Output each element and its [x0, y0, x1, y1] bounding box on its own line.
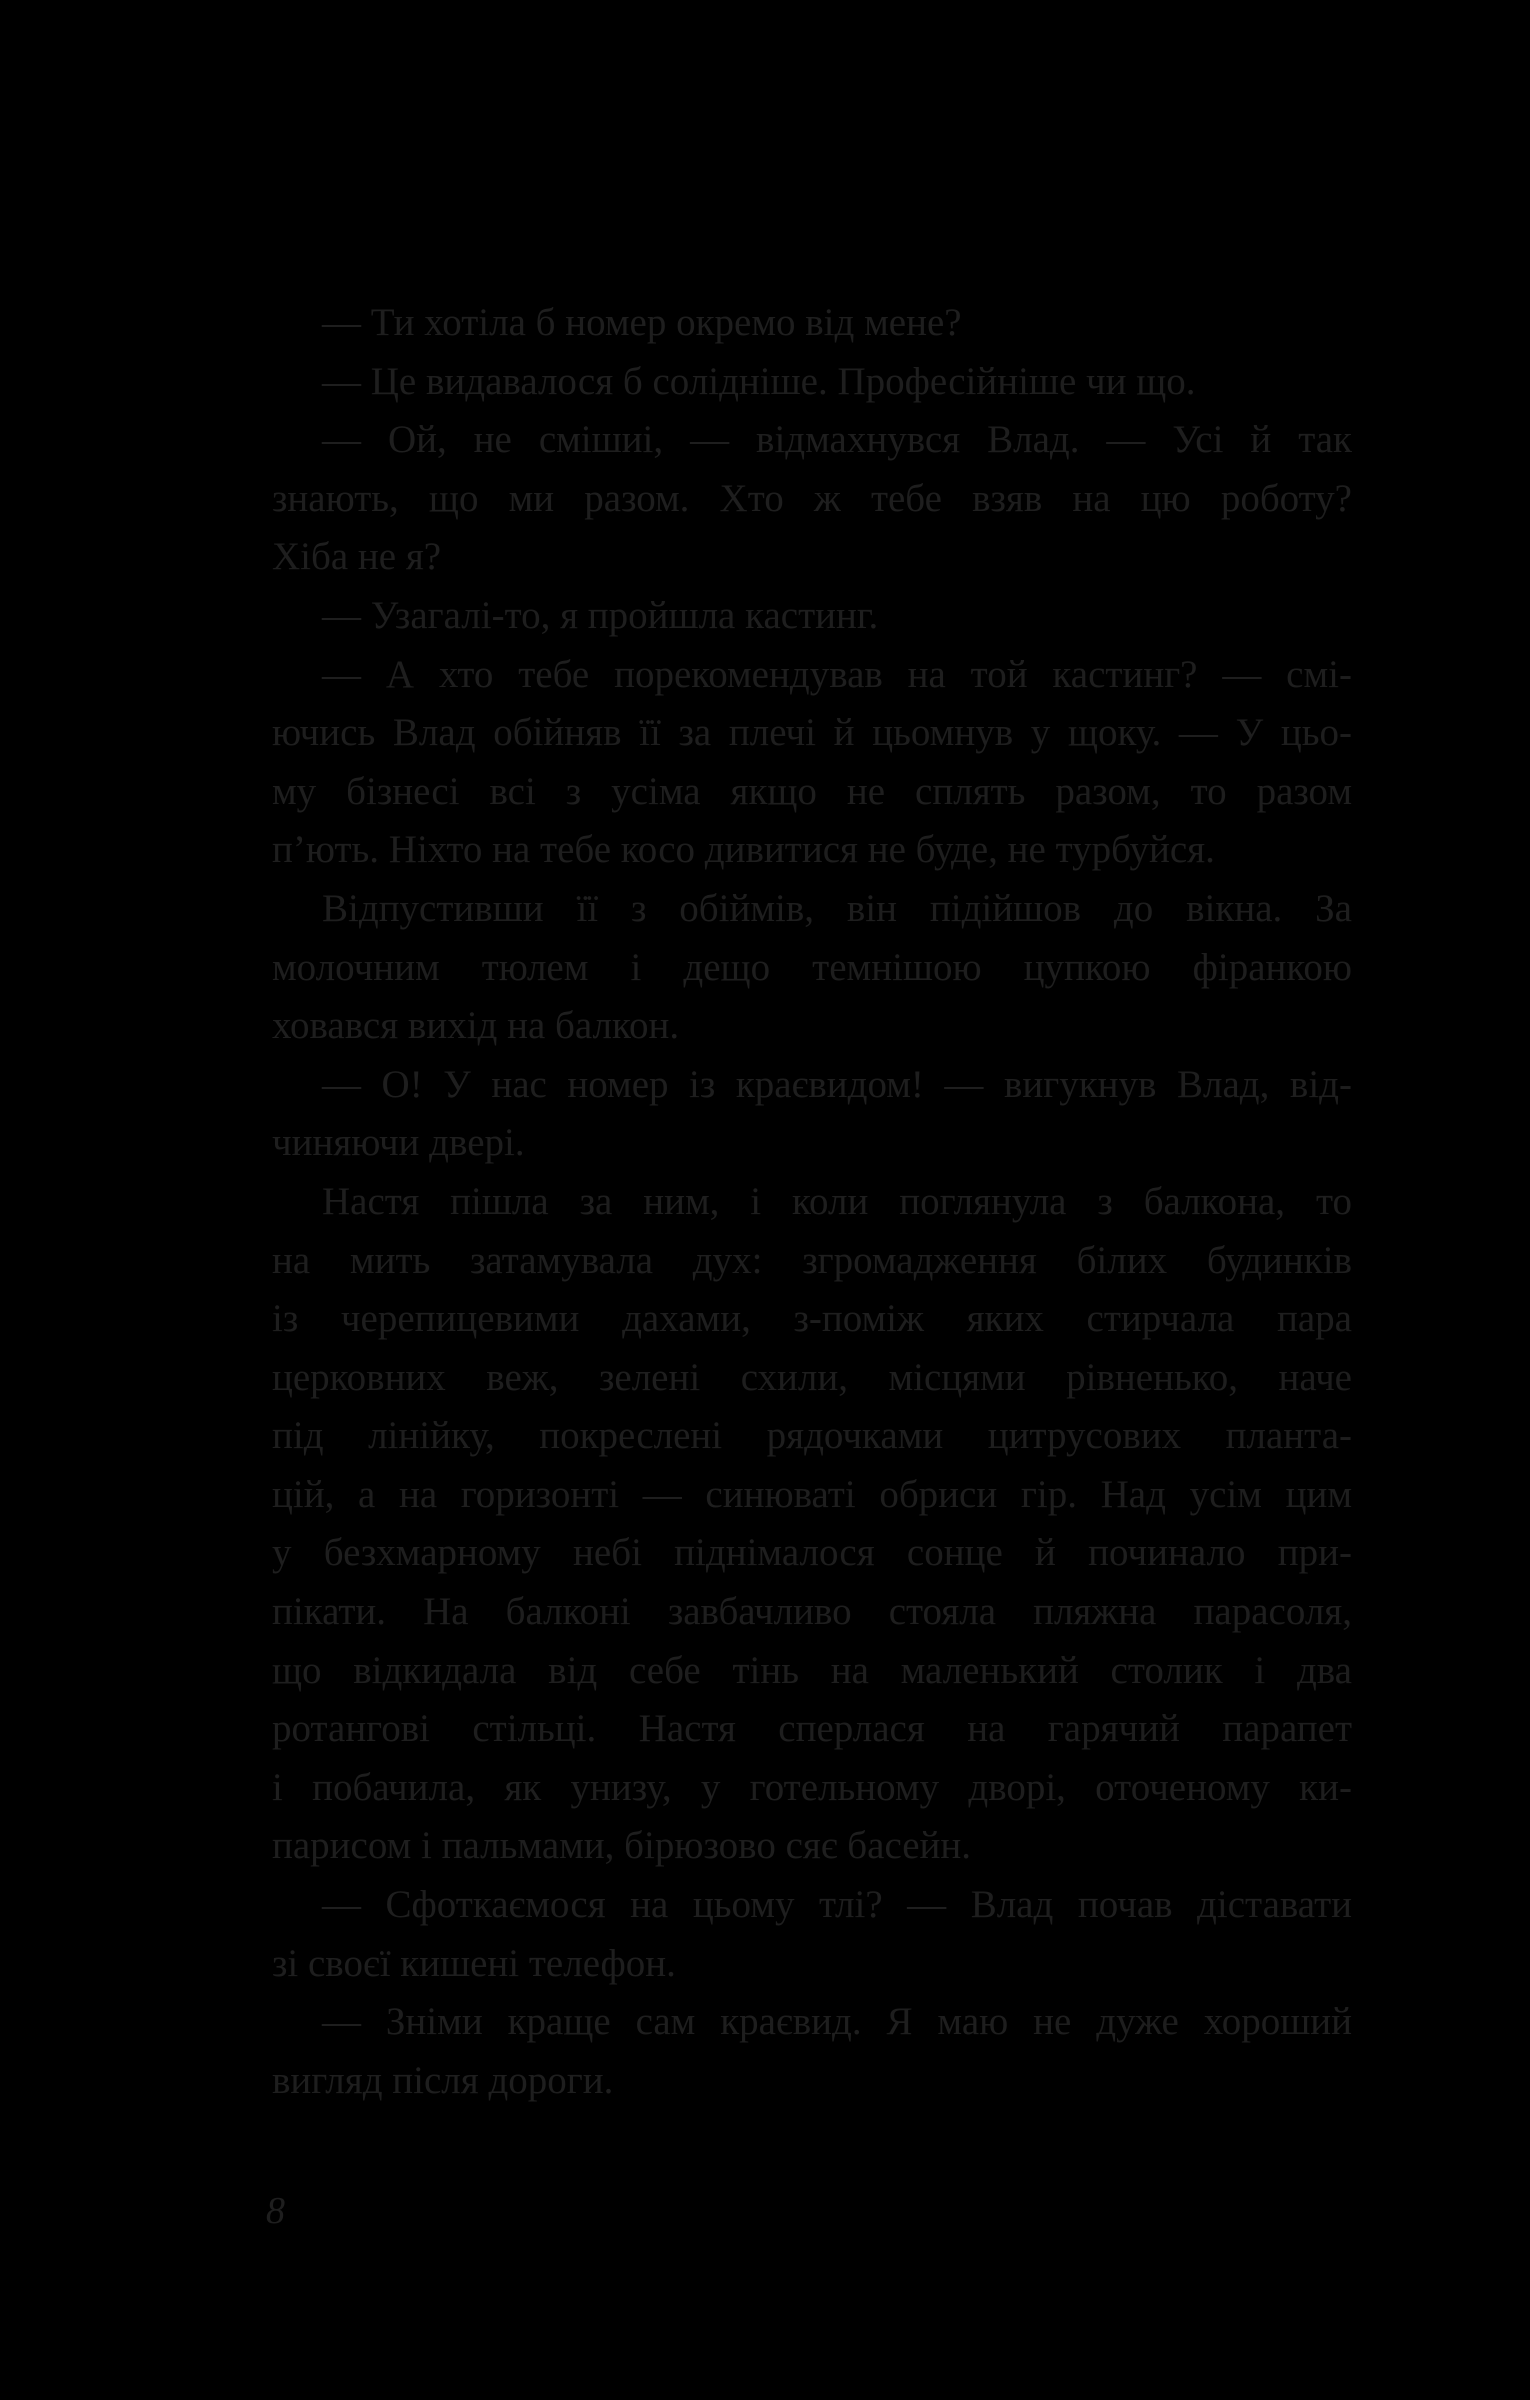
text-line: ротангові стільці. Настя сперлася на гарячий парапет [272, 1707, 1352, 1751]
text-line: ховався вихід на балкон. [272, 1004, 680, 1048]
text-line: у безхмарному небі піднімалося сонце й починало при- [272, 1531, 1352, 1575]
text-line: Відпустивши її з обіймів, він підійшов до вікна. За [322, 886, 1352, 930]
text-line: парисом і пальмами, бірюзово сяє басейн. [272, 1824, 972, 1868]
text-line: під лінійку, покреслені рядочками цитрусових планта- [272, 1414, 1352, 1458]
text-line: Хіба не я? [272, 535, 442, 579]
text-line: чиняючи двері. [272, 1121, 525, 1165]
text-line: — Ти хотіла б номер окремо від мене? [322, 301, 962, 344]
text-line: — Це видавалося б солідніше. Професійніше чи що. [322, 359, 1196, 403]
text-line: із черепицевими дахами, з-поміж яких стирчала пара [272, 1297, 1352, 1341]
text-line: вигляд після дороги. [272, 2058, 614, 2102]
text-line: — Сфоткаємося на цьому тлі? — Влад почав діставати [322, 1883, 1352, 1927]
text-line: і побачила, як унизу, у готельному дворі, оточеному ки- [272, 1765, 1352, 1809]
text-line: знають, що ми разом. Хто ж тебе взяв на цю роботу? [272, 476, 1352, 520]
text-line: зі своєї кишені телефон. [272, 1941, 676, 1985]
text-line: му бізнесі всі з усіма якщо не сплять разом, то разом [272, 769, 1352, 813]
text-line: пікати. На балконі завбачливо стояла пляжна парасоля, [272, 1590, 1352, 1634]
text-line: — О! У нас номер із краєвидом! — вигукнув Влад, від- [322, 1062, 1352, 1106]
page-number: 8 [266, 2190, 285, 2232]
text-line: на мить затамувала дух: згромадження білих будинків [272, 1238, 1352, 1282]
text-line: Настя пішла за ним, і коли поглянула з балкона, то [322, 1179, 1352, 1223]
page-text [272, 294, 1352, 2110]
text-line: цій, а на горизонті — синюваті обриси гір. Над усім цим [272, 1472, 1352, 1516]
text-line: п’ють. Ніхто на тебе косо дивитися не буде, не турбуйся. [272, 828, 1215, 872]
text-line: — Узагалі-то, я пройшла кастинг. [322, 593, 879, 637]
text-line: молочним тюлем і дещо темнішою цупкою фіранкою [272, 945, 1352, 989]
text-line: — Ой, не смішиі, — відмахнувся Влад. — Усі й так [322, 418, 1352, 462]
text-line: церковних веж, зелені схили, місцями рівненько, наче [272, 1355, 1352, 1399]
text-line: ючись Влад обійняв її за плечі й цьомнув у щоку. — У цьо- [272, 711, 1352, 755]
text-line: — Зніми краще сам краєвид. Я маю не дуже хороший [322, 2000, 1352, 2044]
text-line: що відкидала від себе тінь на маленький столик і два [272, 1648, 1352, 1692]
text-line: — А хто тебе порекомендував на той кастинг? — смі- [322, 652, 1352, 696]
